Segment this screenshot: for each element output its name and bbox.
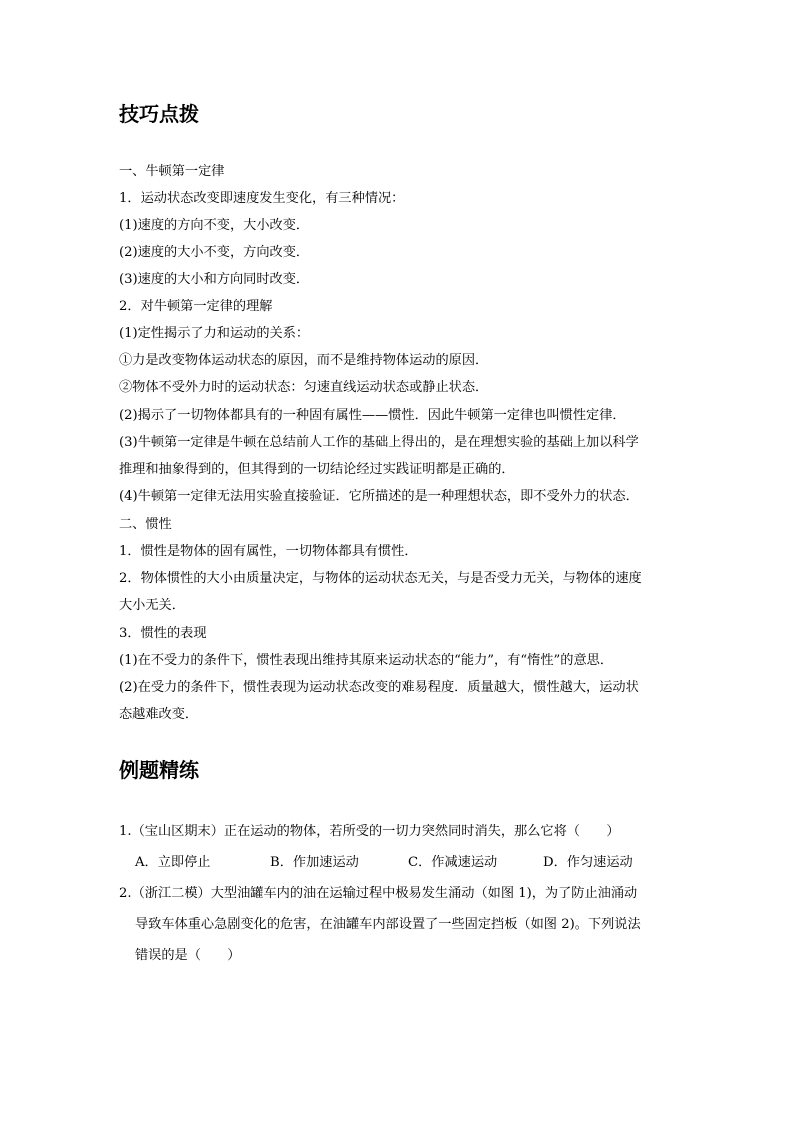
text-line: (2)揭示了一切物体都具有的一种固有属性——惯性．因此牛顿第一定律也叫惯性定律． — [119, 408, 626, 423]
text-line: 一、牛顿第一定律 — [119, 164, 225, 179]
text-line: 二、惯性 — [119, 517, 172, 532]
text-line: (1)定性揭示了力和运动的关系： — [119, 326, 310, 341]
section-title-tips: 技巧点拨 — [119, 102, 199, 126]
text-line: ②物体不受外力时的运动状态：匀速直线运动状态或静止状态． — [119, 380, 489, 395]
text-line: (1)速度的方向不变，大小改变． — [119, 218, 310, 233]
option-a: A．立即停止 — [135, 855, 211, 870]
question-2-line: 2.（浙江二模）大型油罐车内的油在运输过程中极易发生涌动（如图 1)，为了防止油涌动 — [119, 886, 638, 901]
text-line: 态越难改变． — [119, 707, 199, 722]
text-line: 1．惯性是物体的固有属性，一切物体都具有惯性． — [119, 544, 418, 559]
text-line: 3．惯性的表现 — [119, 626, 207, 641]
text-line: ①力是改变物体运动状态的原因，而不是维持物体运动的原因． — [119, 353, 489, 368]
option-b: B．作加速运动 — [270, 855, 359, 870]
text-line: 推理和抽象得到的，但其得到的一切结论经过实践证明都是正确的． — [119, 462, 515, 477]
text-line: 2．对牛顿第一定律的理解 — [119, 299, 273, 314]
text-line: 1．运动状态改变即速度发生变化，有三种情况： — [119, 191, 405, 206]
text-line: (3)牛顿第一定律是牛顿在总结前人工作的基础上得出的，是在理想实验的基础上加以科学 — [119, 435, 639, 450]
option-d: D．作匀速运动 — [543, 855, 633, 870]
text-line: 2．物体惯性的大小由质量决定，与物体的运动状态无关，与是否受力无关，与物体的速度 — [119, 571, 642, 586]
question-2-line: 导致车体重心急剧变化的危害，在油罐车内部设置了一些固定挡板（如图 2)。下列说法 — [135, 917, 641, 932]
question-2-line: 错误的是（ ） — [135, 948, 241, 963]
text-line: (1)在不受力的条件下，惯性表现出维持其原来运动状态的“能力”，有“惰性”的意思． — [119, 653, 614, 668]
text-line: (2)在受力的条件下，惯性表现为运动状态改变的难易程度．质量越大，惯性越大，运动状 — [119, 680, 639, 695]
text-line: (4)牛顿第一定律无法用实验直接验证．它所描述的是一种理想状态，即不受外力的状态． — [119, 489, 639, 504]
text-line: (3)速度的大小和方向同时改变． — [119, 272, 310, 287]
text-line: 大小无关． — [119, 598, 185, 613]
option-c: C．作减速运动 — [408, 855, 498, 870]
question-1-stem: 1.（宝山区期末）正在运动的物体，若所受的一切力突然同时消失，那么它将（ ） — [119, 824, 620, 839]
section-title-examples: 例题精练 — [119, 758, 199, 782]
text-line: (2)速度的大小不变，方向改变． — [119, 245, 310, 260]
